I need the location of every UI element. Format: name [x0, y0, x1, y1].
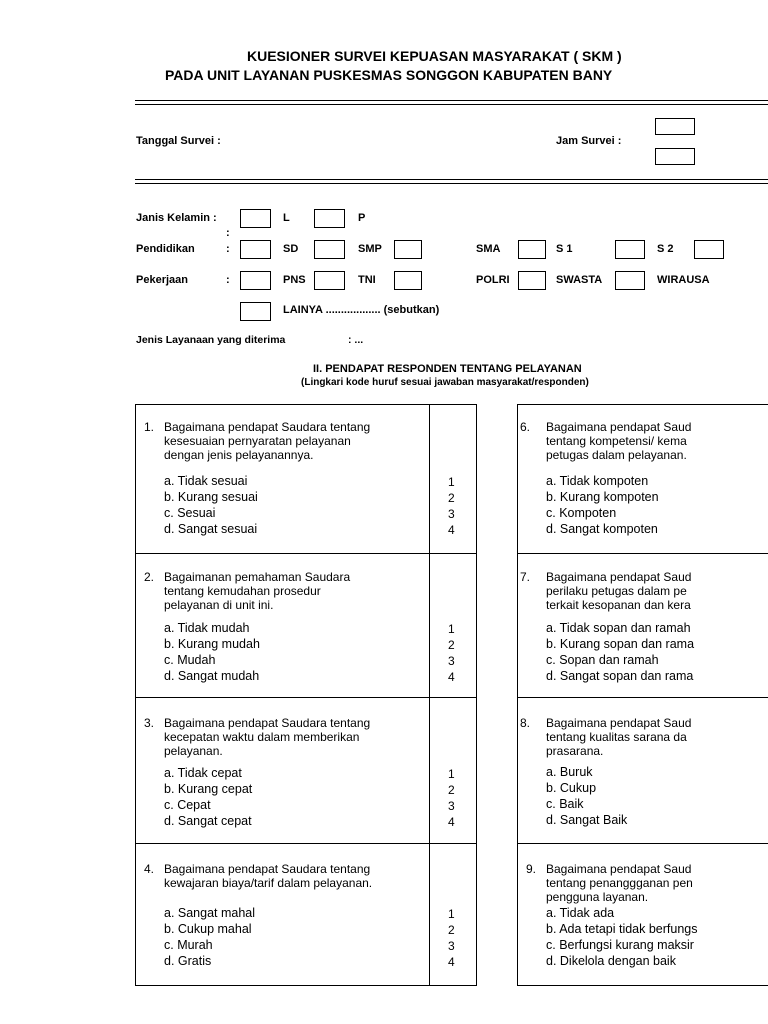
answer-code: 4	[448, 670, 455, 684]
job-label: Pekerjaan	[136, 274, 188, 286]
question-number: 4.	[144, 862, 155, 876]
question-text: Bagaimana pendapat Saudara tentang	[164, 862, 371, 876]
question-text: kesesuaian pernyaratan pelayanan	[164, 434, 351, 448]
education-s2-label: S 2	[657, 243, 674, 255]
row-divider	[135, 843, 476, 844]
answer-option[interactable]: d. Gratis	[164, 954, 212, 968]
question-text: Bagaimana pendapat Saud	[546, 420, 692, 434]
job-other-label: LAINYA .................. (sebutkan)	[283, 304, 440, 316]
question-number: 2.	[144, 570, 155, 584]
gender-l-checkbox[interactable]	[240, 209, 271, 228]
answer-code: 3	[448, 654, 455, 668]
job-polri-label: POLRI	[476, 274, 510, 286]
time-hour-box[interactable]	[655, 118, 695, 135]
education-sma-checkbox[interactable]	[518, 240, 546, 259]
form-title: KUESIONER SURVEI KEPUASAN MASYARAKAT ( SKM )	[247, 48, 622, 64]
answer-code: 4	[448, 523, 455, 537]
question-text: pelayanan.	[164, 744, 223, 758]
gender-p-checkbox[interactable]	[314, 209, 345, 228]
row-divider	[135, 553, 476, 554]
job-tni-checkbox[interactable]	[394, 271, 422, 290]
answer-option[interactable]: a. Tidak sopan dan ramah	[546, 621, 691, 635]
answer-code: 3	[448, 939, 455, 953]
answer-code: 3	[448, 799, 455, 813]
survey-time-label: Jam Survei :	[556, 135, 622, 147]
gender-label: Janis Kelamin :	[136, 212, 217, 224]
answer-option[interactable]: c. Baik	[546, 797, 584, 811]
question-text: kewajaran biaya/tarif dalam pelayanan.	[164, 876, 373, 890]
answer-option[interactable]: a. Tidak kompoten	[546, 474, 649, 488]
education-sd-label: SD	[283, 243, 299, 255]
section-title: II. PENDAPAT RESPONDEN TENTANG PELAYANAN	[313, 363, 582, 375]
education-sma-label: SMA	[476, 243, 501, 255]
answer-code: 3	[448, 507, 455, 521]
question-text: kecepatan waktu dalam memberikan	[164, 730, 360, 744]
job-swasta-label: SWASTA	[556, 274, 603, 286]
job-swasta-checkbox[interactable]	[615, 271, 645, 290]
right-questions-clip	[518, 405, 768, 984]
answer-option[interactable]: c. Kompoten	[546, 506, 617, 520]
question-number: 6.	[520, 420, 531, 434]
answer-option[interactable]: c. Mudah	[164, 653, 216, 667]
time-minute-box[interactable]	[655, 148, 695, 165]
job-other-checkbox[interactable]	[240, 302, 271, 321]
answer-option[interactable]: a. Tidak ada	[546, 906, 615, 920]
answer-code: 2	[448, 491, 455, 505]
question-number: 1.	[144, 420, 155, 434]
job-pns-checkbox-left[interactable]	[240, 271, 271, 290]
gender-l-label: L	[283, 212, 290, 224]
question-number: 8.	[520, 716, 531, 730]
job-tni-label: TNI	[358, 274, 376, 286]
answer-option[interactable]: b. Cukup	[546, 781, 597, 795]
answer-code: 2	[448, 638, 455, 652]
divider	[135, 104, 768, 105]
question-text: dengan jenis pelayanannya.	[164, 448, 314, 462]
answer-code: 1	[448, 475, 455, 489]
education-s1-checkbox[interactable]	[615, 240, 645, 259]
divider	[135, 179, 768, 180]
question-text: perilaku petugas dalam pe	[546, 584, 687, 598]
answer-option[interactable]: c. Sopan dan ramah	[546, 653, 659, 667]
answer-option[interactable]: d. Sangat cepat	[164, 814, 252, 828]
question-text: Bagaimanan pemahaman Saudara	[164, 570, 351, 584]
question-text: prasarana.	[546, 744, 604, 758]
answer-option[interactable]: b. Kurang cepat	[164, 782, 253, 796]
answer-option[interactable]: d. Sangat kompoten	[546, 522, 658, 536]
answer-option[interactable]: b. Kurang kompoten	[546, 490, 659, 504]
education-smp-label: SMP	[358, 243, 382, 255]
answer-code: 4	[448, 815, 455, 829]
education-smp-checkbox-left[interactable]	[314, 240, 345, 259]
question-text: tentang penanggganan pen	[546, 876, 693, 890]
question-text: Bagaimana pendapat Saud	[546, 716, 692, 730]
answer-code: 2	[448, 923, 455, 937]
question-text: Bagaimana pendapat Saud	[546, 862, 692, 876]
colon: :	[226, 227, 230, 239]
question-number: 7.	[520, 570, 531, 584]
answer-code: 1	[448, 622, 455, 636]
question-text: Bagaimana pendapat Saud	[546, 570, 692, 584]
education-s1-label: S 1	[556, 243, 573, 255]
divider	[135, 183, 768, 184]
answer-option[interactable]: b. Kurang sopan dan rama	[546, 637, 695, 651]
question-text: tentang kemudahan prosedur	[164, 584, 321, 598]
job-pns-checkbox[interactable]	[314, 271, 345, 290]
answer-option[interactable]: d. Sangat Baik	[546, 813, 628, 827]
answer-option[interactable]: a. Sangat mahal	[164, 906, 256, 920]
colon: :	[226, 243, 230, 255]
job-wirausaha-label: WIRAUSA	[657, 274, 710, 286]
question-text: tentang kompetensi/ kema	[546, 434, 687, 448]
form-subtitle: PADA UNIT LAYANAN PUSKESMAS SONGGON KABUPATEN BANY	[165, 67, 613, 83]
survey-date-label: Tanggal Survei :	[136, 135, 221, 147]
column-divider	[429, 404, 430, 985]
gender-p-label: P	[358, 212, 366, 224]
education-label: Pendidikan	[136, 243, 195, 255]
answer-option[interactable]: a. Buruk	[546, 765, 593, 779]
answer-option[interactable]: b. Kurang sesuai	[164, 490, 258, 504]
question-text: pengguna layanan.	[546, 890, 649, 904]
answer-option[interactable]: c. Murah	[164, 938, 213, 952]
question-number: 9.	[526, 862, 537, 876]
question-text: Bagaimana pendapat Saudara tentang	[164, 716, 371, 730]
answer-option[interactable]: d. Dikelola dengan baik	[546, 954, 676, 968]
answer-option[interactable]: d. Sangat mudah	[164, 669, 260, 683]
divider	[135, 100, 768, 101]
education-smp-checkbox[interactable]	[394, 240, 422, 259]
colon: :	[226, 274, 230, 286]
question-text: petugas dalam pelayanan.	[546, 448, 687, 462]
answer-option[interactable]: b. Kurang mudah	[164, 637, 260, 651]
answer-option[interactable]: b. Cukup mahal	[164, 922, 252, 936]
answer-option[interactable]: c. Cepat	[164, 798, 211, 812]
question-text: Bagaimana pendapat Saudara tentang	[164, 420, 371, 434]
answer-option[interactable]: a. Tidak sesuai	[164, 474, 248, 488]
answer-option[interactable]: d. Sangat sopan dan rama	[546, 669, 694, 683]
answer-option[interactable]: c. Berfungsi kurang maksir	[546, 938, 694, 952]
question-text: pelayanan di unit ini.	[164, 598, 274, 612]
service-value: : ...	[348, 334, 364, 346]
education-s2-checkbox[interactable]	[694, 240, 724, 259]
section-subtitle: (Lingkari kode huruf sesuai jawaban masyarakat/responden)	[301, 377, 589, 388]
row-divider	[135, 697, 476, 698]
answer-option[interactable]: b. Ada tetapi tidak berfungs	[546, 922, 698, 936]
answer-option[interactable]: c. Sesuai	[164, 506, 216, 520]
answer-code: 1	[448, 767, 455, 781]
question-text: tentang kualitas sarana da	[546, 730, 687, 744]
job-pns-label: PNS	[283, 274, 306, 286]
answer-code: 4	[448, 955, 455, 969]
education-sd-checkbox[interactable]	[240, 240, 271, 259]
answer-option[interactable]: a. Tidak mudah	[164, 621, 250, 635]
answer-option[interactable]: a. Tidak cepat	[164, 766, 242, 780]
answer-code: 1	[448, 907, 455, 921]
answer-option[interactable]: d. Sangat sesuai	[164, 522, 258, 536]
answer-code: 2	[448, 783, 455, 797]
job-polri-checkbox[interactable]	[518, 271, 546, 290]
service-label: Jenis Layanaan yang diterima	[136, 334, 286, 346]
question-text: terkait kesopanan dan kera	[546, 598, 691, 612]
question-number: 3.	[144, 716, 155, 730]
